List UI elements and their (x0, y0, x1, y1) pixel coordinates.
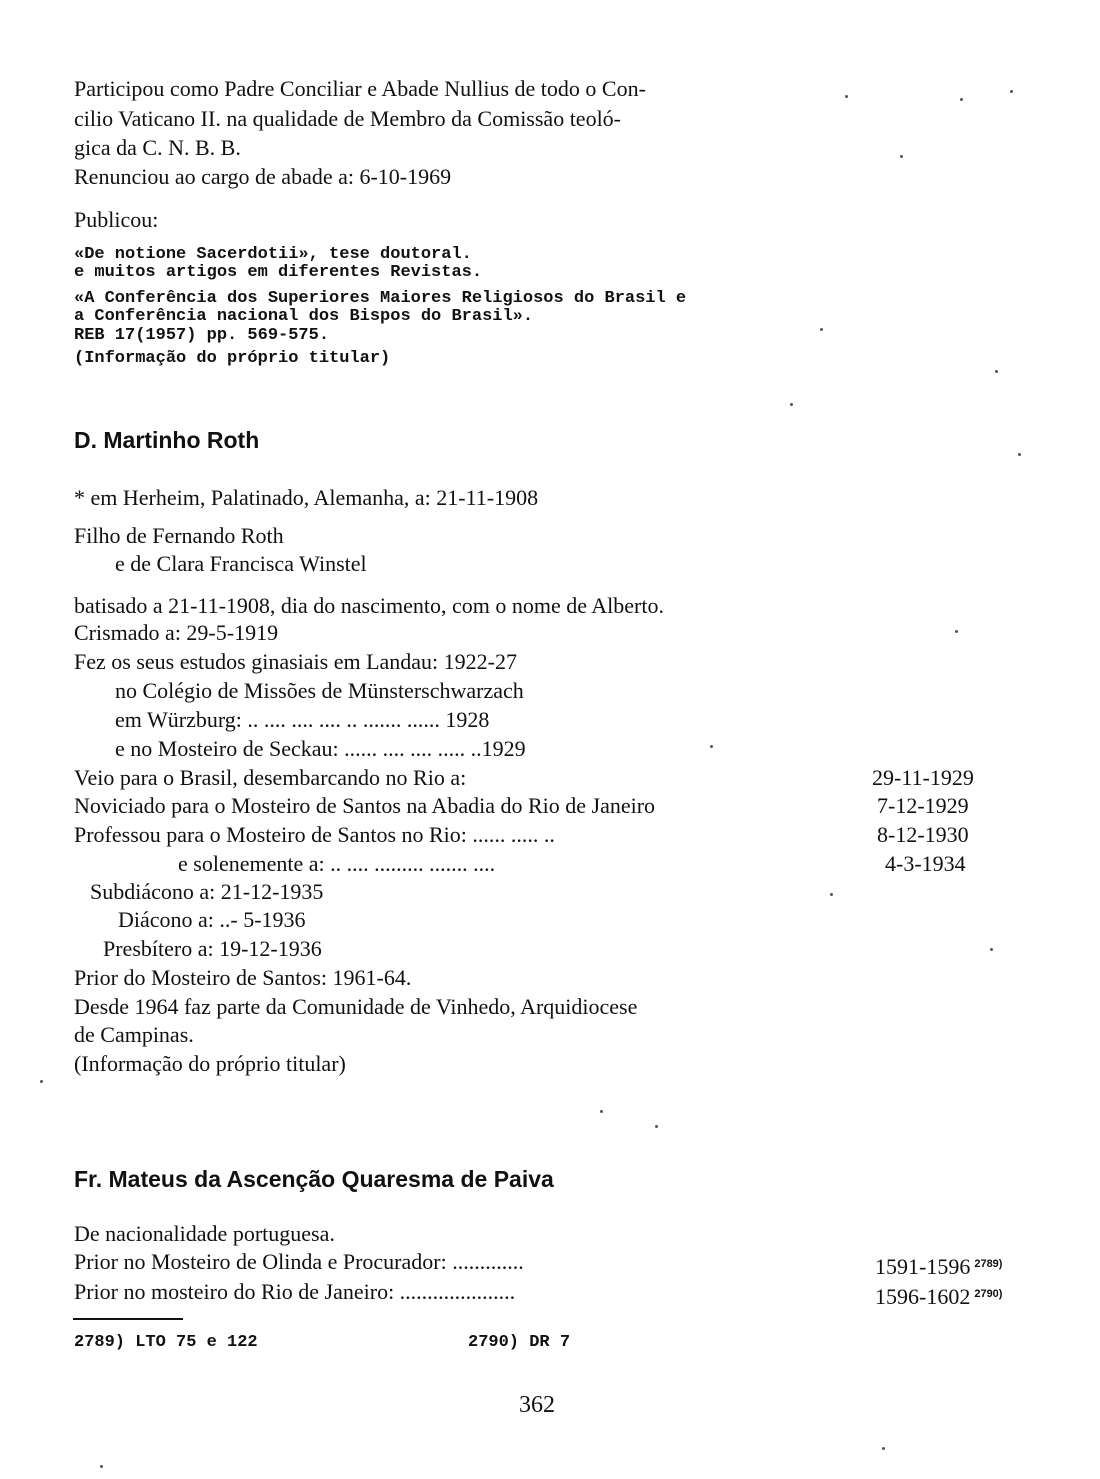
paiva-line: Prior no mosteiro do Rio de Janeiro: ..................... (74, 1279, 516, 1304)
paiva-line: De nacionalidade portuguesa. (74, 1221, 335, 1246)
roth-date: 4-3-1934 (885, 851, 966, 876)
page-number: 362 (519, 1392, 555, 1418)
roth-line: Filho de Fernando Roth (74, 523, 284, 548)
scan-speck (995, 370, 998, 373)
intro-line: Renunciou ao cargo de abade a: 6-10-1969 (74, 164, 452, 189)
roth-line: em Würzburg: .. .... .... .... .. ....... ...... 1928 (115, 707, 490, 732)
roth-line: Subdiácono a: 21-12-1935 (90, 879, 324, 904)
roth-line: Diácono a: ..- 5-1936 (118, 907, 306, 932)
roth-line: (Informação do próprio titular) (74, 1051, 346, 1076)
scan-speck (100, 1465, 103, 1468)
roth-date: 7-12-1929 (877, 793, 969, 818)
scan-speck (1010, 90, 1013, 93)
roth-line: de Campinas. (74, 1022, 194, 1047)
footnote-ref: 2790) (974, 1288, 1003, 1300)
paiva-date (875, 1280, 1002, 1311)
scan-speck (40, 1080, 43, 1083)
footnote-ref: 2789) (974, 1258, 1003, 1270)
publication-line: a Conferência nacional dos Bispos do Brasil». (74, 307, 534, 326)
section-heading-paiva: Fr. Mateus da Ascenção Quaresma de Paiva (74, 1166, 554, 1192)
publication-line: REB 17(1957) pp. 569-575. (74, 326, 330, 345)
scan-speck (900, 155, 903, 158)
paiva-date-text: 1596-1602 (875, 1284, 971, 1309)
roth-date: 8-12-1930 (877, 822, 969, 847)
scan-speck (990, 948, 993, 951)
roth-line: Prior do Mosteiro de Santos: 1961-64. (74, 965, 412, 990)
roth-line: Veio para o Brasil, desembarcando no Rio a: (74, 765, 467, 790)
scan-speck (845, 95, 848, 98)
roth-line: e solenemente a: .. .... ......... ....... .... (178, 851, 496, 876)
roth-line: Crismado a: 29-5-1919 (74, 620, 279, 645)
section-heading-roth: D. Martinho Roth (74, 427, 260, 453)
intro-line: gica da C. N. B. B. (74, 135, 241, 160)
roth-line: Desde 1964 faz parte da Comunidade de Vinhedo, Arquidiocese (74, 994, 638, 1019)
paiva-date-text: 1591-1596 (875, 1254, 971, 1279)
intro-line: cilio Vaticano II. na qualidade de Membro da Comissão teoló- (74, 106, 622, 131)
intro-line: Participou como Padre Conciliar e Abade Nullius de todo o Con- (74, 76, 646, 101)
roth-line: Presbítero a: 19-12-1936 (103, 936, 322, 961)
publication-line: «De notione Sacerdotii», tese doutoral. (74, 245, 472, 264)
paiva-date (875, 1250, 1002, 1281)
paiva-line: Prior no Mosteiro de Olinda e Procurador: ............. (74, 1249, 524, 1274)
scan-speck (830, 893, 833, 896)
scan-speck (600, 1110, 603, 1113)
roth-line: Professou para o Mosteiro de Santos no Rio: ...... ..... .. (74, 822, 555, 847)
roth-line: Noviciado para o Mosteiro de Santos na Abadia do Rio de Janeiro (74, 793, 656, 818)
scan-speck (1018, 453, 1021, 456)
footnote: 2790) DR 7 (468, 1333, 571, 1352)
footnote: 2789) LTO 75 e 122 (74, 1333, 258, 1352)
scan-speck (655, 1125, 658, 1128)
roth-line: Fez os seus estudos ginasiais em Landau: 1922-27 (74, 649, 517, 674)
scan-speck (710, 745, 713, 748)
footnote-divider (73, 1318, 183, 1320)
publication-line: «A Conferência dos Superiores Maiores Religiosos do Brasil e (74, 289, 687, 308)
scan-speck (820, 328, 823, 331)
roth-line: e no Mosteiro de Seckau: ...... .... .... ..... ..1929 (115, 736, 526, 761)
scan-speck (955, 630, 958, 633)
roth-line: * em Herheim, Palatinado, Alemanha, a: 21-11-1908 (74, 485, 539, 510)
roth-date: 29-11-1929 (872, 765, 974, 790)
scan-speck (882, 1447, 885, 1450)
publication-line: e muitos artigos em diferentes Revistas. (74, 263, 483, 282)
publication-line: (Informação do próprio titular) (74, 349, 391, 368)
roth-line: no Colégio de Missões de Münsterschwarzach (115, 678, 524, 703)
publicou-label: Publicou: (74, 207, 159, 232)
roth-line: e de Clara Francisca Winstel (115, 551, 367, 576)
scan-speck (960, 98, 963, 101)
scan-speck (790, 403, 793, 406)
roth-line: batisado a 21-11-1908, dia do nascimento, com o nome de Alberto. (74, 593, 664, 618)
